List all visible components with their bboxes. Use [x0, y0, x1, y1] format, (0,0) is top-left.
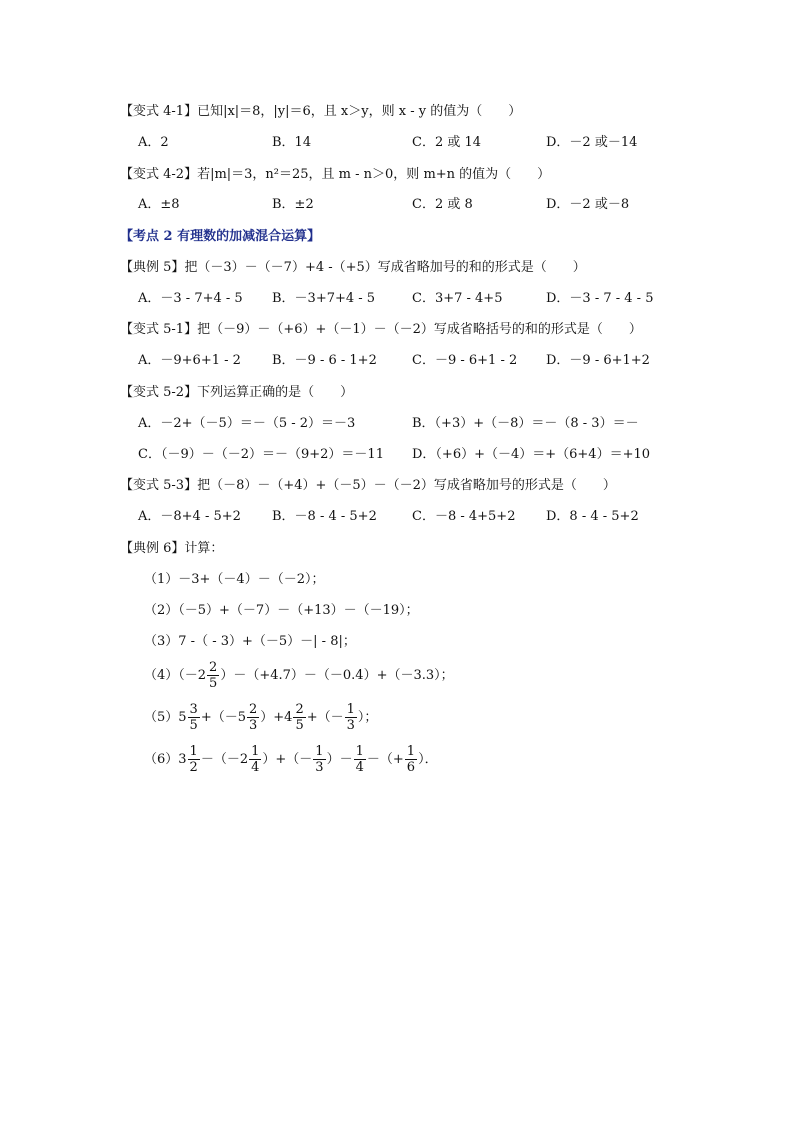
fraction: $\frac{2}{3}$: [249, 702, 258, 733]
ex5-option-a: A．－3 - 7+4 - 5: [138, 291, 243, 306]
q5-2-option-a: A．－2+（－5）＝－（5 - 2）＝－3: [138, 416, 356, 431]
question-5-3-stem: 【变式 5-3】把（－8）－（+4）+（－5）－（－2）写成省略加号的形式是（ ）: [120, 478, 616, 493]
q4-2-option-d: D．－2 或－8: [546, 197, 630, 212]
q5-3-option-a: A．－8+4 - 5+2: [138, 509, 241, 524]
example-6-part-1: （1）－3+（－4）－（－2）；: [144, 572, 325, 587]
fraction: $\frac{2}{5}$: [209, 660, 218, 691]
q4-2-option-b: B．±2: [272, 197, 314, 212]
question-4-2-stem: 【变式 4-2】若|m|＝3，n²＝25，且 m - n＞0，则 m+n 的值为（ ）: [120, 167, 551, 182]
q5-1-option-c: C．－9 - 6+1 - 2: [412, 353, 518, 368]
fraction: $\frac{2}{5}$: [295, 702, 304, 733]
ex5-option-d: D．－3 - 7 - 4 - 5: [546, 291, 654, 306]
example-6-part-3: （3）7 -（ - 3）+（－5）－| - 8|；: [144, 634, 356, 649]
q4-1-option-b: B．14: [272, 135, 312, 150]
fraction: $\frac{1}{4}$: [251, 744, 260, 775]
section-2-heading: 【考点 2 有理数的加减混合运算】: [120, 229, 321, 244]
question-5-2-stem: 【变式 5-2】下列运算正确的是（ ）: [120, 385, 354, 400]
fraction: $\frac{1}{4}$: [355, 744, 364, 775]
q5-1-option-a: A．－9+6+1 - 2: [138, 353, 241, 368]
fraction: $\frac{1}{3}$: [315, 744, 324, 775]
q5-1-option-b: B．－9 - 6 - 1+2: [272, 353, 377, 368]
fraction: $\frac{1}{6}$: [406, 744, 416, 775]
q5-3-option-d: D．8 - 4 - 5+2: [546, 509, 639, 524]
fraction: $\frac{1}{2}$: [189, 744, 198, 775]
ex5-option-c: C．3+7 - 4+5: [412, 291, 503, 306]
fraction: $\frac{3}{5}$: [189, 702, 198, 733]
q4-1-option-d: D．－2 或－14: [546, 135, 638, 150]
q4-2-option-c: C．2 或 8: [412, 197, 473, 212]
example-6-stem: 【典例 6】计算：: [120, 541, 224, 556]
q5-2-option-b: B．（+3）+（－8）＝－（8 - 3）＝－: [412, 416, 639, 431]
question-5-1-stem: 【变式 5-1】把（－9）－（+6）+（－1）－（－2）写成省略括号的和的形式是（ ）: [120, 322, 642, 337]
q5-2-option-d: D．（+6）+（－4）＝+（6+4）＝+10: [412, 447, 651, 462]
q4-1-option-c: C．2 或 14: [412, 135, 482, 150]
example-5-stem: 【典例 5】把（－3）－（－7）+4 -（+5）写成省略加号的和的形式是（ ）: [120, 260, 586, 275]
q4-1-option-a: A．2: [138, 135, 169, 150]
example-6-part-5: （5）5 $\frac{3}{5}$ +（－5 $\frac{2}{3}$ ）+4 $\frac{2}{5}$ +（－ $\frac{1}{3}$ ）；: [144, 702, 378, 733]
example-6-part-4: （4）（－2 $\frac{2}{5}$ ）－（+4.7）－（－0.4）+（－3.3）；: [144, 660, 454, 691]
example-6-part-6: （6）3 $\frac{1}{2}$ －（－2 $\frac{1}{4}$ ）+（－ $\frac{1}{3}$ ）－ $\frac{1}{4}$ －（+ $\frac{1}{6}$ ）．: [144, 744, 438, 775]
q5-2-option-c: C．（－9）－（－2）＝－（9+2）＝－11: [138, 447, 384, 462]
q5-3-option-c: C．－8 - 4+5+2: [412, 509, 516, 524]
ex5-option-b: B．－3+7+4 - 5: [272, 291, 376, 306]
example-6-part-2: （2）（－5）+（－7）－（+13）－（－19）；: [144, 603, 419, 618]
q5-3-option-b: B．－8 - 4 - 5+2: [272, 509, 377, 524]
question-4-1-stem: 【变式 4-1】已知|x|＝8，|y|＝6，且 x＞y，则 x - y 的值为（ ）: [120, 104, 522, 119]
q4-2-option-a: A．±8: [138, 197, 180, 212]
fraction: $\frac{1}{3}$: [346, 702, 355, 733]
q5-1-option-d: D．－9 - 6+1+2: [546, 353, 650, 368]
